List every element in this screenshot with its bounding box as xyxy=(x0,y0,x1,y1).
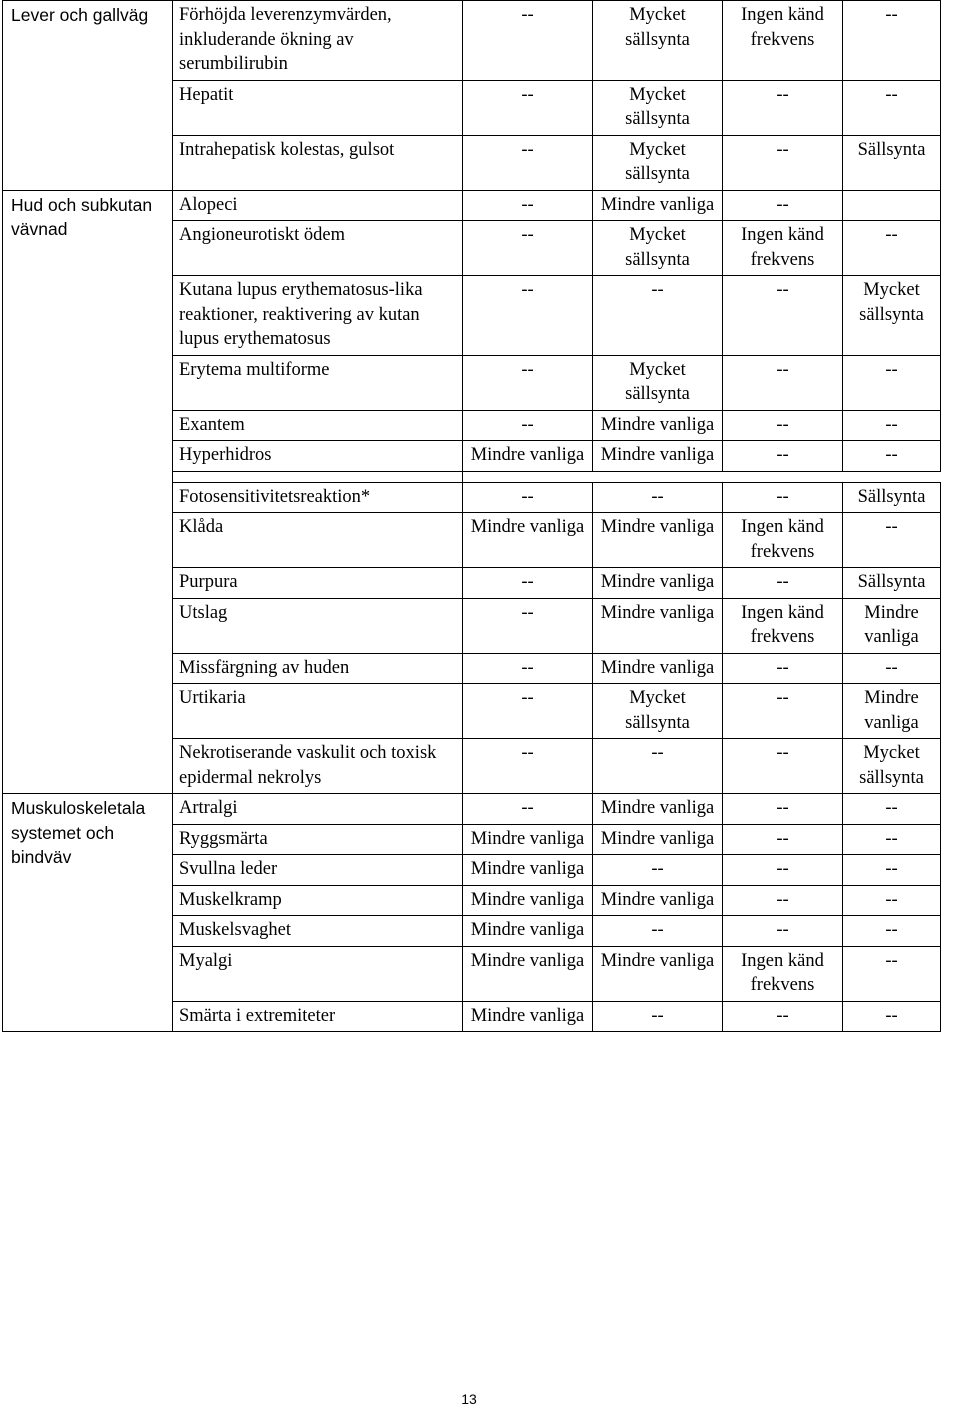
frequency-cell-4: Sällsynta xyxy=(843,482,941,513)
frequency-cell-4: -- xyxy=(843,1001,941,1032)
frequency-cell-3: -- xyxy=(723,855,843,886)
frequency-cell-3: -- xyxy=(723,1001,843,1032)
adverse-reactions-table xyxy=(2,0,941,1032)
frequency-cell-2: Mindre vanliga xyxy=(593,885,723,916)
frequency-cell-2: Mycket sällsynta xyxy=(593,355,723,410)
frequency-cell-2: -- xyxy=(593,482,723,513)
frequency-cell-3: -- xyxy=(723,684,843,739)
frequency-cell-2: Mindre vanliga xyxy=(593,190,723,221)
reaction-term-cell: Missfärgning av huden xyxy=(173,653,463,684)
reaction-term-cell: Fotosensitivitetsreaktion* xyxy=(173,482,463,513)
frequency-cell-2: Mindre vanliga xyxy=(593,794,723,825)
organ-class-cell: Hud och subkutan vävnad xyxy=(3,190,173,794)
reaction-term-cell: Muskelsvaghet xyxy=(173,916,463,947)
frequency-cell-3: -- xyxy=(723,355,843,410)
reaction-term-cell: Svullna leder xyxy=(173,855,463,886)
frequency-cell-3: -- xyxy=(723,482,843,513)
page-number: 13 xyxy=(461,1391,477,1407)
frequency-cell-4: Mycket sällsynta xyxy=(843,276,941,356)
frequency-cell-1: -- xyxy=(463,1,593,81)
reaction-term-cell: Exantem xyxy=(173,410,463,441)
frequency-cell-4: -- xyxy=(843,946,941,1001)
frequency-cell-4: -- xyxy=(843,855,941,886)
frequency-cell-2: Mycket sällsynta xyxy=(593,1,723,81)
frequency-cell-1: -- xyxy=(463,653,593,684)
reaction-term-cell: Purpura xyxy=(173,568,463,599)
reaction-term-cell: Muskelkramp xyxy=(173,885,463,916)
frequency-cell-1: -- xyxy=(463,482,593,513)
frequency-cell-3: Ingen känd frekvens xyxy=(723,1,843,81)
reaction-term-cell: Angioneurotiskt ödem xyxy=(173,221,463,276)
frequency-cell-1: -- xyxy=(463,739,593,794)
frequency-cell-3: -- xyxy=(723,410,843,441)
reaction-term-cell: Utslag xyxy=(173,598,463,653)
frequency-cell-2: Mindre vanliga xyxy=(593,653,723,684)
reaction-term-cell: Klåda xyxy=(173,513,463,568)
table-row xyxy=(3,794,941,825)
frequency-cell-1: Mindre vanliga xyxy=(463,885,593,916)
frequency-cell-1: -- xyxy=(463,684,593,739)
reaction-term-cell: Artralgi xyxy=(173,794,463,825)
frequency-cell-4: -- xyxy=(843,824,941,855)
frequency-cell-4: -- xyxy=(843,80,941,135)
frequency-cell-2: Mycket sällsynta xyxy=(593,80,723,135)
frequency-cell-2: Mindre vanliga xyxy=(593,568,723,599)
frequency-cell-1: Mindre vanliga xyxy=(463,916,593,947)
reaction-term-cell: Hyperhidros xyxy=(173,441,463,472)
frequency-cell-1: Mindre vanliga xyxy=(463,513,593,568)
frequency-cell-4: -- xyxy=(843,1,941,81)
reaction-term-cell: Erytema multiforme xyxy=(173,355,463,410)
frequency-cell-4: -- xyxy=(843,885,941,916)
reaction-term-cell: Myalgi xyxy=(173,946,463,1001)
frequency-cell-1: -- xyxy=(463,794,593,825)
frequency-cell-4: -- xyxy=(843,441,941,472)
frequency-cell-3: -- xyxy=(723,824,843,855)
reaction-term-cell: Alopeci xyxy=(173,190,463,221)
frequency-cell-1: -- xyxy=(463,80,593,135)
frequency-cell-3: -- xyxy=(723,276,843,356)
reaction-term-cell: Intrahepatisk kolestas, gulsot xyxy=(173,135,463,190)
frequency-cell-1: -- xyxy=(463,221,593,276)
frequency-cell-4: -- xyxy=(843,794,941,825)
frequency-cell-1: -- xyxy=(463,598,593,653)
reaction-term-cell: Nekrotiserande vaskulit och toxisk epidermal nekrolys xyxy=(173,739,463,794)
frequency-cell-1: Mindre vanliga xyxy=(463,1001,593,1032)
frequency-cell-1: Mindre vanliga xyxy=(463,441,593,472)
frequency-cell-3: -- xyxy=(723,80,843,135)
frequency-cell-3: -- xyxy=(723,916,843,947)
frequency-cell-4: -- xyxy=(843,653,941,684)
frequency-cell-3: -- xyxy=(723,653,843,684)
frequency-cell-2: -- xyxy=(593,916,723,947)
frequency-cell-2: -- xyxy=(593,855,723,886)
frequency-cell-4: Mindre vanliga xyxy=(843,598,941,653)
frequency-cell-2: Mindre vanliga xyxy=(593,824,723,855)
frequency-cell-3: Ingen känd frekvens xyxy=(723,598,843,653)
frequency-cell-1: -- xyxy=(463,190,593,221)
frequency-cell-1: Mindre vanliga xyxy=(463,824,593,855)
frequency-cell-1: Mindre vanliga xyxy=(463,855,593,886)
reaction-term-cell: Hepatit xyxy=(173,80,463,135)
frequency-cell-3: -- xyxy=(723,885,843,916)
reaction-term-cell: Smärta i extremiteter xyxy=(173,1001,463,1032)
table-row xyxy=(3,1,941,81)
frequency-cell-4: -- xyxy=(843,513,941,568)
reaction-term-cell: Kutana lupus erythematosus-lika reaktioner, reaktivering av kutan lupus erythematosus xyxy=(173,276,463,356)
table-row xyxy=(3,190,941,221)
frequency-cell-4: -- xyxy=(843,410,941,441)
frequency-cell-3: -- xyxy=(723,739,843,794)
frequency-cell-2: -- xyxy=(593,739,723,794)
frequency-cell-2: Mindre vanliga xyxy=(593,513,723,568)
frequency-cell-4: Sällsynta xyxy=(843,568,941,599)
frequency-cell-2: Mindre vanliga xyxy=(593,410,723,441)
frequency-cell-4: -- xyxy=(843,916,941,947)
reaction-term-cell: Urtikaria xyxy=(173,684,463,739)
frequency-cell-4: Sällsynta xyxy=(843,135,941,190)
frequency-cell-3: Ingen känd frekvens xyxy=(723,946,843,1001)
frequency-cell-2: Mindre vanliga xyxy=(593,598,723,653)
frequency-cell-4: Mindre vanliga xyxy=(843,684,941,739)
frequency-cell-1: -- xyxy=(463,276,593,356)
frequency-cell-3: Ingen känd frekvens xyxy=(723,513,843,568)
frequency-cell-2: Mindre vanliga xyxy=(593,441,723,472)
frequency-cell-3: -- xyxy=(723,441,843,472)
frequency-cell-2: Mindre vanliga xyxy=(593,946,723,1001)
frequency-cell-1: -- xyxy=(463,410,593,441)
frequency-cell-3: -- xyxy=(723,794,843,825)
reaction-term-cell: Ryggsmärta xyxy=(173,824,463,855)
frequency-cell-2: -- xyxy=(593,276,723,356)
frequency-cell-2: -- xyxy=(593,1001,723,1032)
frequency-cell-4: -- xyxy=(843,221,941,276)
frequency-cell-4: -- xyxy=(843,355,941,410)
organ-class-cell: Lever och gallväg xyxy=(3,1,173,191)
frequency-cell-4: Mycket sällsynta xyxy=(843,739,941,794)
reaction-term-cell: Förhöjda leverenzymvärden, inkluderande ökning av serumbilirubin xyxy=(173,1,463,81)
frequency-cell-2: Mycket sällsynta xyxy=(593,221,723,276)
frequency-cell-3: Ingen känd frekvens xyxy=(723,221,843,276)
frequency-cell-1: Mindre vanliga xyxy=(463,946,593,1001)
frequency-cell-2: Mycket sällsynta xyxy=(593,135,723,190)
organ-class-cell: Muskuloskeletala systemet och bindväv xyxy=(3,794,173,1032)
frequency-cell-1: -- xyxy=(463,355,593,410)
frequency-cell-1: -- xyxy=(463,568,593,599)
frequency-cell-2: Mycket sällsynta xyxy=(593,684,723,739)
frequency-cell-3: -- xyxy=(723,568,843,599)
frequency-cell-3: -- xyxy=(723,190,843,221)
frequency-cell-1: -- xyxy=(463,135,593,190)
frequency-cell-4 xyxy=(843,190,941,221)
frequency-cell-3: -- xyxy=(723,135,843,190)
